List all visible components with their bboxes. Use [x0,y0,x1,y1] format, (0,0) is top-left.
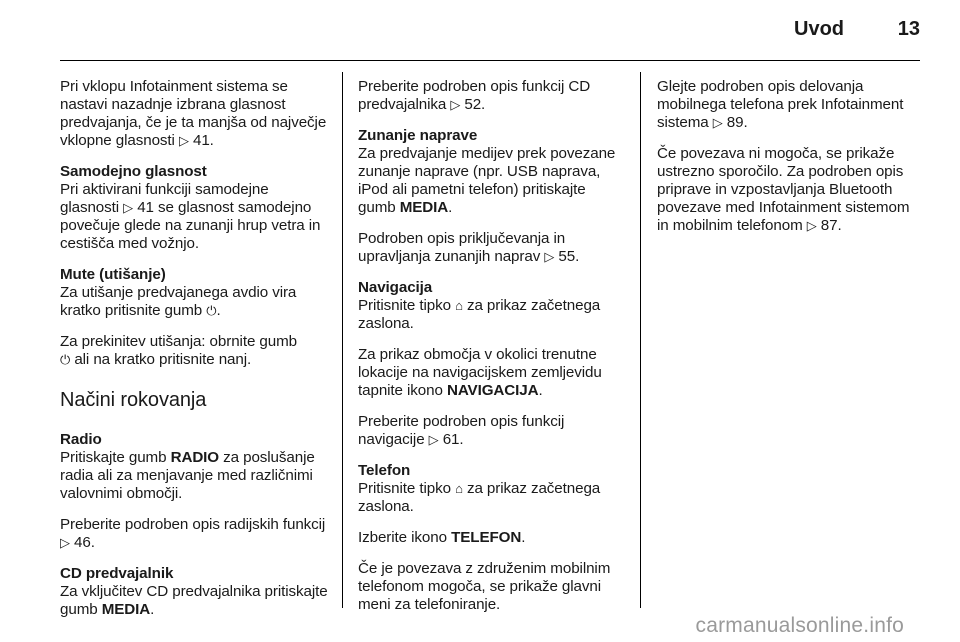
power-knob-icon: ⏻ [60,352,71,367]
page-reference-icon: ▷ [544,249,555,264]
section-title: Uvod [794,18,844,40]
paragraph: Za prekinitev utišanja: obrnite gumb ⏻ ali na kratko pritisnite nanj. [60,333,297,368]
paragraph: Za prikaz območja v okolici trenutne lokacije na navigacijskem zemljevidu tapnite ikono NAVIGACIJA. [358,346,602,399]
paragraph: Mute (utišanje) Za utišanje predvajanega avdio vira kratko pritisnite gumb ⏻. [60,266,328,320]
paragraph: Če povezava ni mogoča, se prikaže ustrezno sporočilo. Za podroben opis priprave in vzpostavljanja Bluetooth povezave med Infotainment sistemom in mobilnim telefonom ▷ 87. [657,145,910,234]
paragraph: Pri vklopu Infotainment sistema se nastavi nazadnje izbrana glasnost predvajanja, če je ta manjša od največje vklopne glasnosti ▷ 41. [60,78,327,149]
paragraph: Navigacija Pritisnite tipko ⌂ za prikaz začetnega zaslona. [358,279,626,333]
home-icon: ⌂ [455,481,463,496]
column-divider [342,72,343,608]
paragraph: Radio Pritiskajte gumb RADIO za poslušanje radia ali za menjavanje med različnimi valovnimi območji. [60,431,328,503]
subheading: Navigacija [358,279,433,296]
paragraph: Preberite podroben opis funkcij navigacije ▷ 61. [358,413,565,448]
paragraph: Glejte podroben opis delovanja mobilnega telefona prek Infotainment sistema ▷ 89. [657,78,904,131]
paragraph: Podroben opis priključevanja in upravljanja zunanjih naprav ▷ 55. [358,230,580,265]
subheading: CD predvajalnik [60,565,174,582]
paragraph: CD predvajalnik Za vključitev CD predvajalnika pritiskajte gumb MEDIA. [60,565,328,618]
text-column-3 [657,78,923,248]
paragraph: Samodejno glasnost Pri aktivirani funkciji samodejne glasnosti ▷ 41 se glasnost samodejno povečuje glede na zunanji hrup vetra in cestišča med vožnjo. [60,163,328,253]
column-divider [640,72,641,608]
home-icon: ⌂ [455,298,463,313]
subheading: Radio [60,431,102,448]
page-reference-icon: ▷ [712,115,723,130]
text-column-1 [60,78,328,632]
subheading: Zunanje naprave [358,127,478,144]
page-header [60,18,920,48]
header-divider [60,60,920,61]
paragraph: Zunanje naprave Za predvajanje medijev prek povezane zunanje naprave (npr. USB naprava, iPod ali pametni telefon) pritiskajte gumb MEDIA. [358,127,626,217]
paragraph: Telefon Pritisnite tipko ⌂ za prikaz začetnega zaslona. [358,462,626,516]
paragraph: Preberite podroben opis radijskih funkcij ▷ 46. [60,516,326,551]
text-column-2 [358,78,626,627]
paragraph: Če je povezava z združenim mobilnim telefonom mogoča, se prikaže glavni meni za telefoniranje. [358,560,611,613]
section-heading: Načini rokovanja [60,389,207,411]
paragraph: Izberite ikono TELEFON. [358,529,526,546]
power-knob-icon: ⏻ [206,303,217,318]
paragraph: Preberite podroben opis funkcij CD predvajalnika ▷ 52. [358,78,591,113]
subheading: Mute (utišanje) [60,266,166,283]
page-reference-icon: ▷ [806,218,817,233]
page-reference-icon: ▷ [178,133,189,148]
watermark: carmanualsonline.info [695,614,904,637]
page-reference-icon: ▷ [450,97,461,112]
page-reference-icon: ▷ [428,432,439,447]
subheading: Samodejno glasnost [60,163,207,180]
page-reference-icon: ▷ [123,200,134,215]
page-number: 13 [897,18,920,40]
page-reference-icon: ▷ [60,535,70,550]
subheading: Telefon [358,462,411,479]
